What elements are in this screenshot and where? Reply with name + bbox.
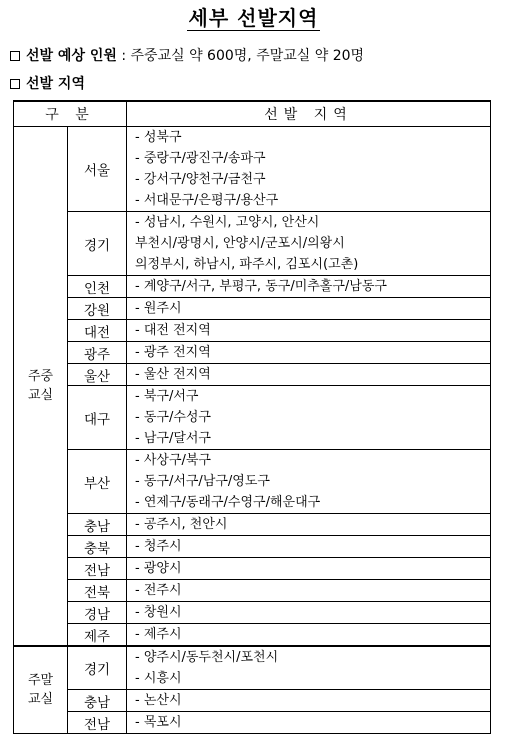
- area-line: - 계양구/서구, 부평구, 동구/미추홀구/남동구: [135, 279, 387, 294]
- area-line: - 원주시: [135, 301, 182, 316]
- region-areas: [127, 580, 491, 602]
- checkbox-square-icon: [10, 51, 20, 61]
- region-areas: [127, 212, 491, 276]
- region-name: 충남: [68, 514, 127, 536]
- region-areas: [127, 558, 491, 580]
- group-label-line: 주중: [27, 369, 54, 384]
- region-name: 인천: [68, 276, 127, 298]
- area-line: - 서대문구/은평구/용산구: [135, 193, 279, 208]
- table-row: [14, 602, 491, 624]
- area-line: - 울산 전지역: [135, 367, 211, 382]
- table-row: [14, 536, 491, 558]
- area-line: - 동구/수성구: [135, 410, 211, 425]
- region-areas: [127, 602, 491, 624]
- area-line: - 전주시: [135, 583, 182, 598]
- region-table: [13, 100, 491, 734]
- table-row: [14, 712, 491, 734]
- area-line: - 성북구: [135, 130, 182, 145]
- area-line: - 남구/달서구: [135, 431, 211, 446]
- region-name: 경기: [68, 646, 127, 690]
- table-row: [14, 624, 491, 647]
- table-row: [14, 298, 491, 320]
- region-areas: [127, 127, 491, 212]
- region-name: 경남: [68, 602, 127, 624]
- quota-label: 선발 예상 인원: [26, 48, 117, 64]
- group-label-line: 교실: [27, 692, 54, 707]
- group-label: [14, 127, 68, 647]
- region-name: 충남: [68, 690, 127, 712]
- region-areas: [127, 298, 491, 320]
- region-name: 부산: [68, 450, 127, 514]
- group-label-line: 교실: [27, 388, 54, 403]
- region-name: 서울: [68, 127, 127, 212]
- table-row: [14, 320, 491, 342]
- table-row: [14, 364, 491, 386]
- region-areas: [127, 646, 491, 690]
- table-row: [14, 580, 491, 602]
- area-line: - 공주시, 천안시: [135, 517, 228, 532]
- area-line: 부천시/광명시, 안양시/군포시/의왕시: [135, 236, 345, 251]
- area-line: - 광주 전지역: [135, 345, 211, 360]
- table-row: [14, 558, 491, 580]
- area-line: - 중랑구/광진구/송파구: [135, 151, 266, 166]
- region-areas: [127, 386, 491, 450]
- table-row: [14, 450, 491, 514]
- header-category: 구 분: [14, 101, 127, 127]
- table-row: [14, 127, 491, 212]
- quota-separator: :: [116, 48, 131, 64]
- table-row: [14, 690, 491, 712]
- area-line: - 논산시: [135, 693, 182, 708]
- region-name: 대전: [68, 320, 127, 342]
- table-row: [14, 386, 491, 450]
- region-areas: [127, 276, 491, 298]
- area-line: - 강서구/양천구/금천구: [135, 172, 266, 187]
- region-name: 전남: [68, 712, 127, 734]
- region-name: 전북: [68, 580, 127, 602]
- table-row: [14, 276, 491, 298]
- table-row: [14, 514, 491, 536]
- table-row: [14, 342, 491, 364]
- region-areas: [127, 342, 491, 364]
- area-line: - 양주시/동두천시/포천시: [135, 650, 279, 665]
- quota-value: 주중교실 약 600명, 주말교실 약 20명: [130, 48, 365, 64]
- region-heading-line: [10, 74, 85, 94]
- table-row: [14, 646, 491, 690]
- region-name: 대구: [68, 386, 127, 450]
- area-line: - 북구/서구: [135, 389, 199, 404]
- area-line: - 제주시: [135, 627, 182, 642]
- region-name: 경기: [68, 212, 127, 276]
- area-line: 의정부시, 하남시, 파주시, 김포시(고촌): [135, 257, 359, 272]
- region-name: 제주: [68, 624, 127, 647]
- group-label-line: 주말: [27, 673, 54, 688]
- region-areas: [127, 320, 491, 342]
- region-areas: [127, 690, 491, 712]
- region-name: 충북: [68, 536, 127, 558]
- area-line: - 목포시: [135, 715, 182, 730]
- area-line: - 동구/서구/남구/영도구: [135, 474, 270, 489]
- area-line: - 연제구/동래구/수영구/해운대구: [135, 495, 321, 510]
- quota-line: [10, 46, 364, 66]
- area-line: - 시흥시: [135, 671, 182, 686]
- region-name: 울산: [68, 364, 127, 386]
- area-line: - 대전 전지역: [135, 323, 211, 338]
- checkbox-square-icon: [10, 79, 20, 89]
- region-name: 전남: [68, 558, 127, 580]
- area-line: - 사상구/북구: [135, 453, 211, 468]
- region-heading: 선발 지역: [26, 76, 85, 92]
- page-title-text: 세부 선발지역: [188, 6, 319, 30]
- area-line: - 창원시: [135, 605, 182, 620]
- region-name: 강원: [68, 298, 127, 320]
- area-line: - 성남시, 수원시, 고양시, 안산시: [135, 215, 320, 230]
- region-areas: [127, 364, 491, 386]
- region-areas: [127, 536, 491, 558]
- header-regions: 선발 지역: [127, 101, 491, 127]
- group-label: [14, 646, 68, 734]
- table-body: [14, 127, 491, 734]
- region-areas: [127, 514, 491, 536]
- page-title: [0, 2, 507, 31]
- area-line: - 청주시: [135, 539, 182, 554]
- region-areas: [127, 712, 491, 734]
- region-name: 광주: [68, 342, 127, 364]
- region-areas: [127, 450, 491, 514]
- table-row: [14, 212, 491, 276]
- area-line: - 광양시: [135, 561, 182, 576]
- region-areas: [127, 624, 491, 647]
